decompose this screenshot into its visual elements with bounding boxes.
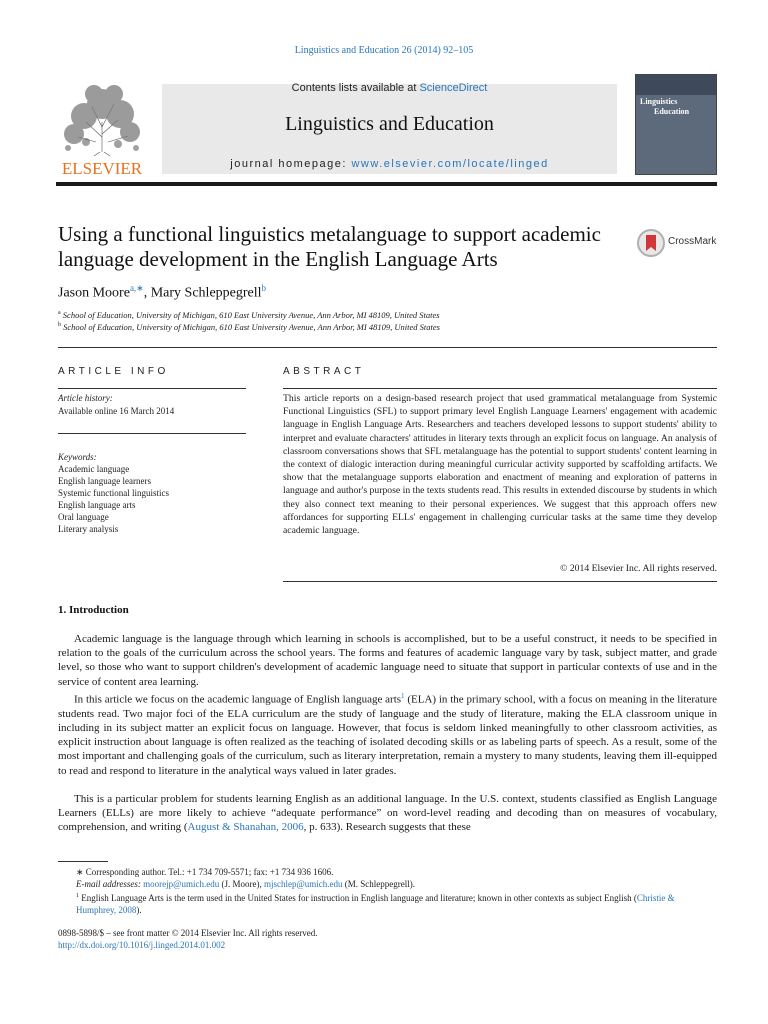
author-separator: , <box>143 285 151 301</box>
contents-prefix: Contents lists available at <box>291 82 420 94</box>
footnote-rule <box>58 861 108 862</box>
cover-title-line-2: Education <box>654 107 690 116</box>
abstract-rule <box>283 581 717 582</box>
footnote-marker[interactable]: 1 <box>401 692 405 700</box>
introduction-paragraph: Academic language is the language through which learning in schools is accomplished, but to be a useful construct, it needs to be specified in relation to the goals of the curriculum across the school years. The forms and features of academic language vary by task, subject matter, and grade level, so those who want to support children's development of academic language need to situate that support in particular contexts of use and in the service of content area learning. <box>58 633 717 688</box>
sciencedirect-link[interactable]: ScienceDirect <box>419 82 488 94</box>
journal-homepage-line <box>162 158 617 170</box>
keyword-item: Academic language <box>58 464 130 474</box>
header-rule <box>56 182 717 186</box>
paragraph-text: This is a particular problem for students learning English as an additional language. In the U.S. context, students classified as English Language Learners (ELLs) are more likely to achieve “adequate performance” on word-level reading and decoding than on measures of vocabulary, comprehension, and writing ( <box>58 793 717 834</box>
section-divider <box>58 347 717 348</box>
introduction-paragraph <box>58 792 717 835</box>
contents-available-line <box>162 82 617 94</box>
author-name[interactable]: Mary Schleppegrell <box>150 285 262 301</box>
author-name[interactable]: Jason Moore <box>58 285 130 301</box>
keywords-list <box>58 463 169 535</box>
affiliation-a <box>58 310 440 320</box>
footnote-marker: ∗ <box>76 867 84 877</box>
keywords-label: Keywords: <box>58 452 97 462</box>
author-list <box>58 283 266 302</box>
crossmark-label[interactable]: CrossMark <box>668 236 717 247</box>
keyword-item: Systemic functional linguistics <box>58 488 169 498</box>
article-title: Using a functional linguistics metalanguage to support academic language development in the English Language Arts <box>58 222 601 271</box>
email-owner: (M. Schleppegrell). <box>342 879 415 889</box>
article-history-label: Article history: <box>58 393 113 403</box>
paragraph-text: , p. 633). Research suggests that these <box>303 821 471 834</box>
introduction-paragraph <box>58 689 717 778</box>
journal-title: Linguistics and Education <box>285 113 494 135</box>
abstract-rule <box>283 388 717 389</box>
cover-title-line-1: Linguistics <box>640 97 678 106</box>
keyword-item: English language learners <box>58 476 151 486</box>
article-info-rule <box>58 388 246 389</box>
affiliation-marker: a <box>58 310 61 317</box>
footnote-marker: 1 <box>76 893 79 899</box>
article-history-value: Available online 16 March 2014 <box>58 406 175 416</box>
elsevier-tree-icon <box>56 82 148 177</box>
abstract-text: This article reports on a design-based research project that used grammatical metalanguage from Systemic Functional Linguistics (SFL) to support primary level English Language Learners' engagement with academic language in English Language Arts. Researchers and teachers developed lessons to support students' ability to interpret and evaluate characters' attitudes in literary texts through an explicit focus on language. An analysis of classroom conversations shows that SFL metalanguage has the potential to support students' content learning in the context of dialogic interaction during meaningful curricular activity supported by scaffolding artifacts. We show that the metalanguage supports elaboration and enactment of meaning and exploration of patterns in language and author's purpose in the texts students read. This results in extended discourse by students in which they also connect text meaning to their personal experiences. We suggest that this approach offers new affordances for supporting ELLs' engagement in challenging curricular tasks at the same time they develop academic language. <box>283 393 717 537</box>
affiliation-b <box>58 322 440 332</box>
article-info-heading: ARTICLE INFO <box>58 366 169 377</box>
homepage-link[interactable]: www.elsevier.com/locate/linged <box>351 158 549 170</box>
introduction-heading: 1. Introduction <box>58 604 129 616</box>
crossmark-icon <box>636 228 666 258</box>
paragraph-text: (ELA) in the primary school, with a focus on meaning in the literature students read. Two major foci of the ELA curriculum are the study of language and the study of literature, making the ELA classroom unique in including in its subject matter an explicit focus on language. However, that focus is seldom linked meaningfully to other classroom activities, as explicit instruction about language is often realized as the teaching of isolated decoding skills or as labeling parts of speech. As a result, some of the most important and challenging goals of the curriculum, such as literary interpretation, remain a mystery to many students, leaving them ill-equipped to read and respond to literature in the analytical ways valued in later grades. <box>58 693 717 777</box>
doi-link[interactable]: http://dx.doi.org/10.1016/j.linged.2014.01.002 <box>58 940 226 950</box>
elsevier-wordmark: ELSEVIER <box>61 159 143 177</box>
keyword-item: Oral language <box>58 512 109 522</box>
author-affiliation-marker[interactable]: a,∗ <box>129 283 144 293</box>
author-affiliation-marker[interactable]: b <box>261 283 267 293</box>
affiliation-text: School of Education, University of Michigan, 610 East University Avenue, Ann Arbor, MI 48109, United States <box>63 322 440 332</box>
footnote-text: Corresponding author. Tel.: +1 734 709-5571; fax: +1 734 936 1606. <box>85 867 334 877</box>
email-link[interactable]: moorejp@umich.edu <box>143 879 220 889</box>
abstract-copyright: © 2014 Elsevier Inc. All rights reserved. <box>560 563 717 574</box>
citation-link[interactable]: Christie & Humphrey, 2008 <box>76 893 675 915</box>
issn-line: 0898-5898/$ – see front matter © 2014 Elsevier Inc. All rights reserved. <box>58 928 318 938</box>
affiliation-marker: b <box>58 322 61 329</box>
paragraph-text: In this article we focus on the academic language of English language arts <box>74 693 402 706</box>
citation-link[interactable]: August & Shanahan, 2006 <box>187 821 304 834</box>
homepage-prefix: journal homepage: <box>230 158 352 170</box>
cover-top-band <box>636 75 716 95</box>
footnote-text: ). <box>136 905 142 915</box>
abstract-heading: ABSTRACT <box>283 366 365 377</box>
email-footnote <box>58 878 717 890</box>
email-link[interactable]: mjschlep@umich.edu <box>263 879 343 889</box>
keyword-item: Literary analysis <box>58 524 119 534</box>
footnote-text: English Language Arts is the term used in the United States for instruction in English language and literature; known in other contexts as subject English ( <box>81 893 637 903</box>
email-owner: (J. Moore), <box>219 879 264 889</box>
elsevier-logo[interactable] <box>56 82 148 177</box>
keyword-item: English language arts <box>58 500 136 510</box>
article-info-rule <box>58 433 246 434</box>
journal-citation[interactable]: Linguistics and Education 26 (2014) 92–105 <box>294 45 474 56</box>
corresponding-author-footnote <box>58 866 717 878</box>
footnote-1 <box>58 890 717 916</box>
email-label: E-mail addresses: <box>76 879 141 889</box>
journal-cover-image[interactable] <box>635 74 717 175</box>
affiliation-text: School of Education, University of Michigan, 610 East University Avenue, Ann Arbor, MI 48109, United States <box>62 310 440 320</box>
